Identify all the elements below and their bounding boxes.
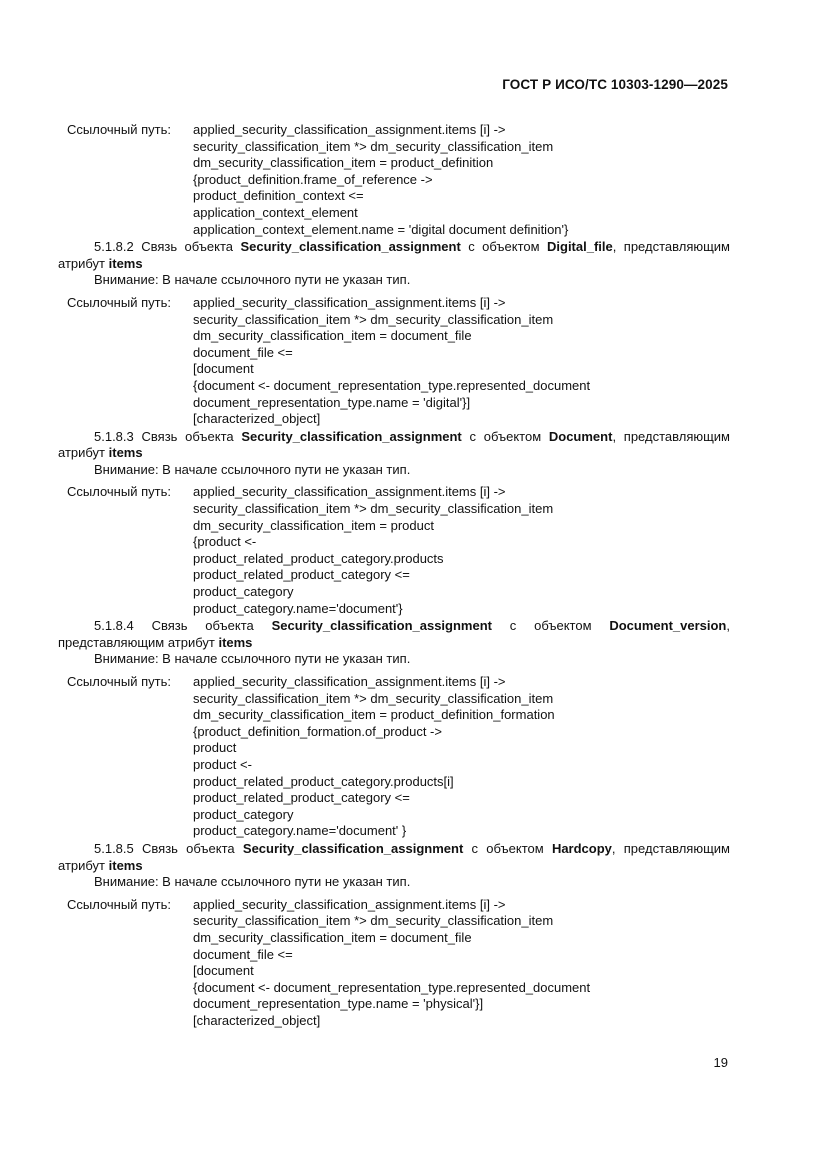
attention-note: Внимание: В начале ссылочного пути не указан тип.	[94, 461, 411, 477]
reference-path-line: dm_security_classification_item = document_file	[193, 929, 472, 945]
attribute-name: items	[108, 857, 143, 873]
attribute-name: items	[108, 445, 143, 461]
reference-path-block	[58, 295, 730, 428]
reference-path-line: applied_security_classification_assignment.items [i] ->	[193, 674, 506, 689]
reference-path-line: application_context_element	[193, 204, 358, 220]
section-text: Связь объекта	[133, 239, 241, 255]
reference-path-line: [document	[193, 963, 254, 979]
attribute-name: items	[218, 634, 253, 650]
attention-note: Внимание: В начале ссылочного пути не указан тип.	[94, 651, 411, 667]
reference-path-label: Ссылочный путь:	[67, 484, 171, 500]
page-number: 19	[713, 1055, 728, 1070]
reference-path-line: [characterized_object]	[193, 411, 321, 427]
reference-path-line: product_related_product_category <=	[193, 567, 410, 583]
entity-name: Security_classification_assignment	[271, 618, 492, 634]
reference-path-line: {product_definition_formation.of_product ->	[193, 723, 442, 739]
section-text: с объектом	[460, 239, 547, 255]
reference-path-line: product_related_product_category.products	[193, 550, 444, 566]
reference-path-line: applied_security_classification_assignment.items [i] ->	[193, 896, 506, 912]
reference-path-line: applied_security_classification_assignment.items [i] ->	[193, 122, 506, 137]
reference-path-label: Ссылочный путь:	[67, 294, 171, 310]
section-number: 5.1.8.4	[94, 618, 134, 634]
section-heading	[58, 239, 730, 272]
reference-path-line: document_file <=	[193, 344, 293, 360]
reference-path-line: applied_security_classification_assignment.items [i] ->	[193, 294, 506, 310]
section-text: Связь объекта	[133, 428, 242, 444]
section-text: Связь объекта	[133, 618, 272, 634]
reference-path-block	[58, 674, 730, 840]
section-heading	[58, 429, 730, 462]
reference-path-line: product_category.name='document'}	[193, 600, 403, 616]
attention-note: Внимание: В начале ссылочного пути не указан тип.	[94, 874, 411, 890]
reference-path-line: product_category	[193, 806, 294, 822]
entity-name: Document_version	[609, 618, 727, 634]
reference-path-line: {product_definition.frame_of_reference ->	[193, 171, 433, 187]
section-heading	[58, 841, 730, 874]
reference-path-label: Ссылочный путь:	[67, 896, 171, 912]
reference-path-line: product_category	[193, 584, 294, 600]
reference-path-line: dm_security_classification_item = product_definition	[193, 155, 494, 171]
reference-path-lines	[193, 897, 730, 1030]
reference-path-line: dm_security_classification_item = product_definition_formation	[193, 707, 555, 723]
entity-name: Digital_file	[547, 239, 613, 255]
reference-path-block	[58, 122, 730, 238]
reference-path-block	[58, 897, 730, 1030]
section-heading	[58, 618, 730, 651]
entity-name: Security_classification_assignment	[241, 428, 462, 444]
document-header: ГОСТ Р ИСО/ТС 10303-1290—2025	[502, 77, 728, 92]
reference-path-label: Ссылочный путь:	[67, 674, 171, 689]
section-text: , представляющим атрибут	[58, 618, 731, 650]
reference-path-line: security_classification_item *> dm_security_classification_item	[193, 690, 554, 706]
reference-path-line: security_classification_item *> dm_security_classification_item	[193, 913, 554, 929]
reference-path-line: [characterized_object]	[193, 1012, 321, 1028]
section-number: 5.1.8.3	[94, 428, 134, 444]
reference-path-lines	[193, 295, 730, 428]
reference-path-line: product_definition_context <=	[193, 188, 364, 204]
reference-path-line: product_related_product_category <=	[193, 790, 410, 806]
reference-path-line: product	[193, 740, 237, 756]
page-content	[58, 122, 730, 1030]
reference-path-lines	[193, 674, 730, 840]
reference-path-line: security_classification_item *> dm_security_classification_item	[193, 138, 554, 154]
section-number: 5.1.8.5	[94, 840, 134, 856]
section-text: с объектом	[491, 618, 610, 634]
section-text: с объектом	[463, 840, 552, 856]
reference-path-lines	[193, 484, 730, 617]
reference-path-line: document_representation_type.name = 'physical'}]	[193, 996, 484, 1012]
reference-path-line: application_context_element.name = 'digital document definition'}	[193, 221, 569, 237]
reference-path-line: {document <- document_representation_type.represented_document	[193, 377, 591, 393]
section-number: 5.1.8.2	[94, 239, 134, 255]
reference-path-block	[58, 484, 730, 617]
section-text: с объектом	[461, 428, 549, 444]
section-text: Связь объекта	[133, 840, 243, 856]
reference-path-line: document_file <=	[193, 946, 293, 962]
reference-path-line: {document <- document_representation_type.represented_document	[193, 979, 591, 995]
reference-path-lines	[193, 122, 730, 238]
section-text: , представляющим атрибут	[58, 239, 730, 271]
section-text: , представляющим атрибут	[58, 840, 730, 873]
reference-path-line: [document	[193, 361, 254, 377]
attention-note: Внимание: В начале ссылочного пути не указан тип.	[94, 272, 411, 288]
reference-path-line: product <-	[193, 756, 252, 772]
reference-path-line: product_category.name='document' }	[193, 823, 407, 839]
section-text: , представляющим атрибут	[58, 428, 730, 461]
reference-path-line: {product <-	[193, 534, 257, 550]
entity-name: Hardcopy	[551, 840, 612, 856]
reference-path-line: security_classification_item *> dm_security_classification_item	[193, 311, 554, 327]
entity-name: Security_classification_assignment	[240, 239, 461, 255]
reference-path-line: applied_security_classification_assignment.items [i] ->	[193, 484, 506, 500]
entity-name: Security_classification_assignment	[242, 840, 464, 856]
reference-path-line: product_related_product_category.products[i]	[193, 773, 454, 789]
entity-name: Document	[548, 428, 613, 444]
reference-path-line: dm_security_classification_item = document_file	[193, 328, 472, 344]
reference-path-line: document_representation_type.name = 'digital'}]	[193, 394, 471, 410]
attribute-name: items	[108, 255, 143, 271]
reference-path-line: security_classification_item *> dm_security_classification_item	[193, 501, 554, 517]
reference-path-label: Ссылочный путь:	[67, 122, 171, 137]
reference-path-line: dm_security_classification_item = product	[193, 517, 434, 533]
